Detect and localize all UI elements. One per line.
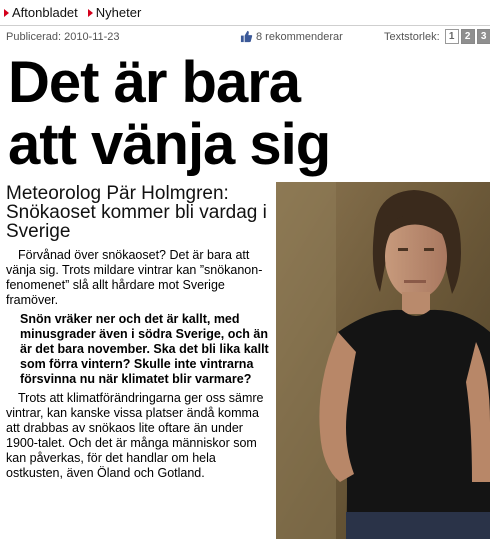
recommend-button[interactable] xyxy=(240,30,343,43)
portrait-image xyxy=(276,182,490,539)
textsize-control xyxy=(384,29,490,44)
thumbs-up-icon xyxy=(240,30,253,43)
published-date: Publicerad: 2010-11-23 xyxy=(6,30,120,43)
article-body xyxy=(6,248,274,485)
breadcrumb-label: Aftonbladet xyxy=(12,5,78,20)
recommend-count: 8 rekommenderar xyxy=(256,30,343,43)
breadcrumb-item-aftonbladet[interactable] xyxy=(4,5,78,20)
headline-line-2: att vänja sig xyxy=(8,112,331,177)
article-deck: Meteorolog Pär Holmgren: Snökaoset kommer bli vardag i Sverige xyxy=(6,183,267,242)
textsize-1-button[interactable]: 1 xyxy=(445,29,459,44)
textsize-2-button[interactable]: 2 xyxy=(461,29,475,44)
breadcrumb xyxy=(0,0,490,26)
textsize-3-button[interactable]: 3 xyxy=(477,29,490,44)
bold-paragraph: Snön vräker ner och det är kallt, med minusgrader även i södra Sverige, och än är det bara november. Ska det bli lika kallt som förra vintern? Skulle inte vintrarna försvinna nu när klimatet blir varmare? xyxy=(20,312,269,386)
textsize-label: Textstorlek: xyxy=(384,30,440,43)
article-meta-bar xyxy=(0,27,490,46)
lead-paragraph: Förvånad över snökaoset? Det är bara att vänja sig. Trots mildare vintrar kan ”snökanon-fenomenet” slå allt hårdare mot Sverige framöver. xyxy=(6,248,263,307)
breadcrumb-item-nyheter[interactable] xyxy=(88,5,142,20)
red-triangle-icon xyxy=(4,9,9,17)
headline-line-1: Det är bara xyxy=(8,50,301,115)
article-photo xyxy=(276,182,490,539)
breadcrumb-label: Nyheter xyxy=(95,5,142,20)
article-headline xyxy=(8,52,488,176)
red-triangle-icon xyxy=(88,9,93,17)
body-paragraph: Trots att klimatförändringarna ger oss sämre vintrar, kan kanske vissa platser ändå komma att drabbas av snökaos lite oftare än under 1900-talet. Och det är många människor som kan påverkas, för det handlar om hela ostkusten, även Öland och Gotland. xyxy=(6,391,264,480)
